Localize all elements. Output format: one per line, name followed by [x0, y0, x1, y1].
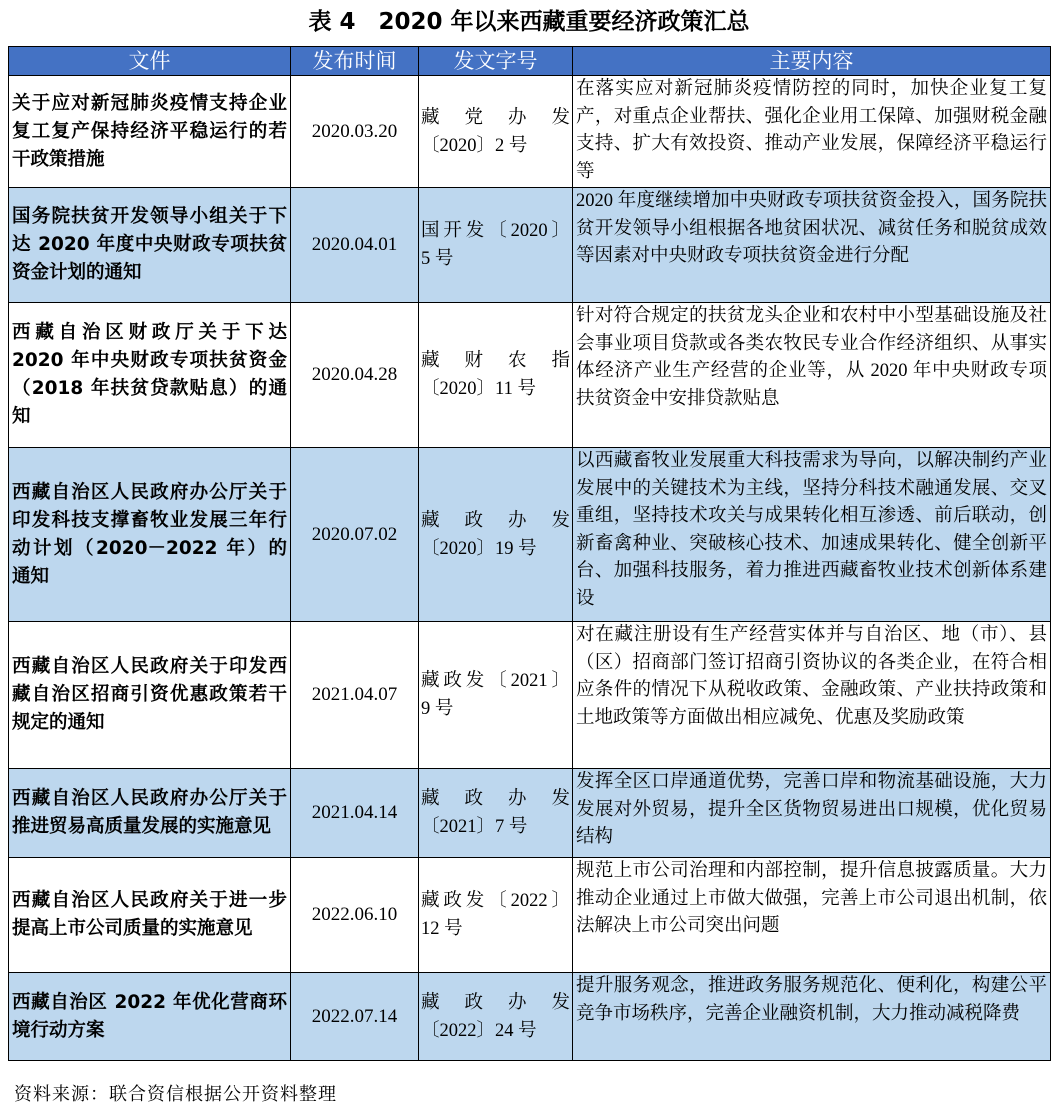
content-cell: 规范上市公司治理和内部控制，提升信息披露质量。大力推动企业通过上市做大做强，完善上市公司退出机制，依法解决上市公司突出问题: [573, 858, 1051, 973]
content-cell: 针对符合规定的扶贫龙头企业和农村中小型基础设施及社会事业项目贷款或各类农牧民专业合作经济组织、从事实体经济产业生产经营的企业等，从 2020 年中央财政专项扶贫资金中安排贷款贴息: [573, 303, 1051, 448]
number-line-2: 〔2022〕24 号: [421, 1020, 537, 1041]
number-cell: [419, 303, 573, 448]
number-cell: [419, 858, 573, 973]
table-row: [9, 188, 1051, 303]
number-line-2: 〔2020〕11 号: [421, 379, 536, 399]
number-line-2: 〔2020〕19 号: [421, 538, 537, 559]
doc-cell: 西藏自治区人民政府关于进一步提高上市公司质量的实施意见: [9, 858, 291, 973]
date-cell: 2020.03.20: [291, 76, 419, 188]
doc-cell: 关于应对新冠肺炎疫情支持企业复工复产保持经济平稳运行的若干政策措施: [9, 76, 291, 188]
number-line-1: 国开发〔2020〕: [421, 221, 570, 241]
header-date: 发布时间: [291, 47, 419, 76]
number-line-1: 藏政办发: [421, 510, 570, 531]
date-cell: 2020.07.02: [291, 448, 419, 622]
number-cell: [419, 188, 573, 303]
content-cell: 对在藏注册设有生产经营实体并与自治区、地（市）、县（区）招商部门签订招商引资协议的各类企业，在符合相应条件的情况下从税收政策、金融政策、产业扶持政策和土地政策等方面做出相应减免、优惠及奖励政策: [573, 622, 1051, 769]
number-line-1: 藏财农指: [421, 351, 570, 371]
doc-cell: 西藏自治区财政厅关于下达 2020 年中央财政专项扶贫资金（2018 年扶贫贷款贴息）的通知: [9, 303, 291, 448]
content-cell: 提升服务观念，推进政务服务规范化、便利化，构建公平竞争市场秩序，完善企业融资机制，大力推动减税降费: [573, 973, 1051, 1061]
table-row: [9, 76, 1051, 188]
date-cell: 2022.06.10: [291, 858, 419, 973]
number-line-1: 藏政办发: [421, 992, 570, 1013]
source-note: 资料来源：联合资信根据公开资料整理: [14, 1084, 337, 1105]
table-row: [9, 973, 1051, 1061]
date-cell: 2022.07.14: [291, 973, 419, 1061]
header-number: 发文字号: [419, 47, 573, 76]
date-cell: 2020.04.28: [291, 303, 419, 448]
policy-table: [8, 46, 1051, 1061]
table-row: [9, 622, 1051, 769]
content-cell: 在落实应对新冠肺炎疫情防控的同时，加快企业复工复产，对重点企业帮扶、强化企业用工保障、加强财税金融支持、扩大有效投资、推动产业发展，保障经济平稳运行等: [573, 76, 1051, 188]
date-cell: 2020.04.01: [291, 188, 419, 303]
doc-cell: 西藏自治区人民政府办公厅关于推进贸易高质量发展的实施意见: [9, 769, 291, 858]
content-cell: 2020 年度继续增加中央财政专项扶贫资金投入，国务院扶贫开发领导小组根据各地贫困状况、减贫任务和脱贫成效等因素对中央财政专项扶贫资金进行分配: [573, 188, 1051, 303]
number-line-1: 藏政办发: [421, 789, 570, 809]
content-cell: 发挥全区口岸通道优势，完善口岸和物流基础设施，大力发展对外贸易，提升全区货物贸易进出口规模，优化贸易结构: [573, 769, 1051, 858]
table-title: 表 4 2020 年以来西藏重要经济政策汇总: [308, 9, 750, 35]
number-line-1: 藏政发〔2021〕: [421, 671, 570, 691]
doc-cell: 国务院扶贫开发领导小组关于下达 2020 年度中央财政专项扶贫资金计划的通知: [9, 188, 291, 303]
table-row: [9, 303, 1051, 448]
date-cell: 2021.04.07: [291, 622, 419, 769]
number-line-2: 〔2020〕2 号: [421, 135, 528, 156]
number-cell: [419, 448, 573, 622]
table-row: [9, 769, 1051, 858]
number-line-2: 12 号: [421, 919, 463, 939]
doc-cell: 西藏自治区人民政府办公厅关于印发科技支撑畜牧业发展三年行动计划（2020－2022 年）的通知: [9, 448, 291, 622]
number-line-1: 藏党办发: [421, 107, 570, 128]
number-cell: [419, 769, 573, 858]
number-line-2: 〔2021〕7 号: [421, 817, 528, 837]
table-row: [9, 858, 1051, 973]
table-header-row: [9, 47, 1051, 76]
number-line-1: 藏政发〔2022〕: [421, 891, 570, 911]
date-cell: 2021.04.14: [291, 769, 419, 858]
number-cell: [419, 973, 573, 1061]
number-line-2: 9 号: [421, 699, 454, 719]
content-cell: 以西藏畜牧业发展重大科技需求为导向，以解决制约产业发展中的关键技术为主线，坚持分科技术融通发展、交叉重组，坚持技术攻关与成果转化相互渗透、前后联动，创新畜禽种业、突破核心技术、加速成果转化、健全创新平台、加强科技服务，着力推进西藏畜牧业技术创新体系建设: [573, 448, 1051, 622]
header-doc: 文件: [9, 47, 291, 76]
number-cell: [419, 622, 573, 769]
header-content: 主要内容: [573, 47, 1051, 76]
number-cell: [419, 76, 573, 188]
doc-cell: 西藏自治区 2022 年优化营商环境行动方案: [9, 973, 291, 1061]
number-line-2: 5 号: [421, 249, 454, 269]
table-row: [9, 448, 1051, 622]
doc-cell: 西藏自治区人民政府关于印发西藏自治区招商引资优惠政策若干规定的通知: [9, 622, 291, 769]
